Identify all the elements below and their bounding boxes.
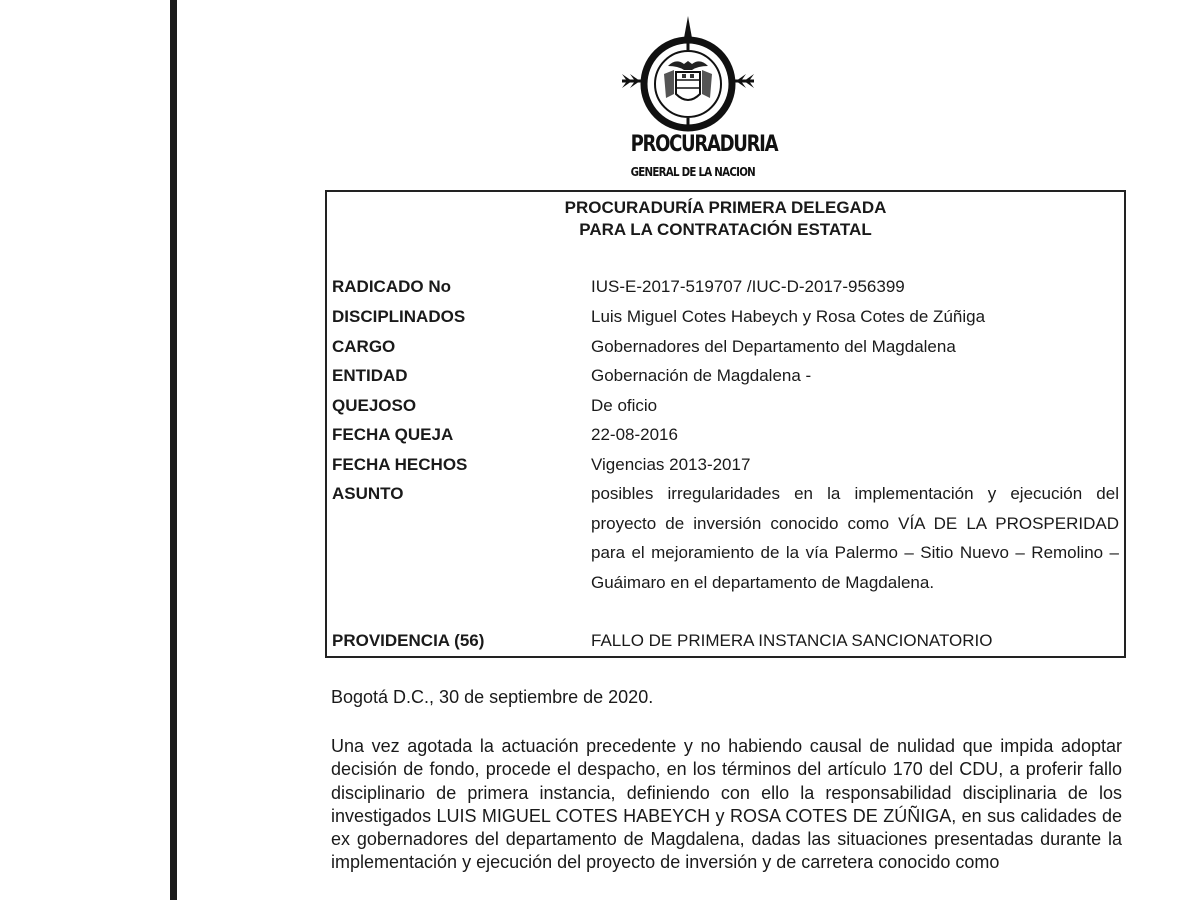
office-heading-line1: PROCURADURÍA PRIMERA DELEGADA <box>564 198 887 217</box>
logo-title: PROCURADURIA <box>630 132 778 157</box>
coat-of-arms-emblem-icon <box>618 14 758 134</box>
field-label: FECHA HECHOS <box>332 455 468 474</box>
field-value: IUS-E-2017-519707 /IUC-D-2017-956399 <box>591 277 905 296</box>
field-label: PROVIDENCIA (56) <box>332 631 485 650</box>
field-value: Luis Miguel Cotes Habeych y Rosa Cotes de Zúñiga <box>591 307 986 326</box>
field-value: Gobernadores del Departamento del Magdalena <box>591 337 956 356</box>
office-heading-line2: PARA LA CONTRATACIÓN ESTATAL <box>579 220 872 239</box>
procuraduria-logo <box>618 14 778 184</box>
field-value: FALLO DE PRIMERA INSTANCIA SANCIONATORIO <box>591 631 993 650</box>
office-heading <box>327 197 1124 241</box>
field-label: ASUNTO <box>332 484 404 503</box>
logo-subtitle: GENERAL DE LA NACION <box>630 164 756 179</box>
field-value: Gobernación de Magdalena - <box>591 366 812 385</box>
field-label: ENTIDAD <box>332 366 408 385</box>
field-value: posibles irregularidades en la implementación y ejecución del proyecto de inversión conocido como VÍA DE LA PROSPERIDAD para el mejoramiento de la vía Palermo – Sitio Nuevo – Remolino – Guáimaro en el departamento de Magdalena. <box>591 484 1119 592</box>
field-value: Vigencias 2013-2017 <box>591 455 751 474</box>
case-header-box <box>325 190 1126 658</box>
field-value: 22-08-2016 <box>591 425 678 444</box>
field-label: FECHA QUEJA <box>332 425 454 444</box>
field-value: De oficio <box>591 396 658 415</box>
body-paragraph: Una vez agotada la actuación precedente y no habiendo causal de nulidad que impida adoptar decisión de fondo, procede el despacho, en los términos del artículo 170 del CDU, a proferir fallo disciplinario de primera instancia, definiendo con ello la responsabilidad disciplinaria de los investigados LUIS MIGUEL COTES HABEYCH y ROSA COTES DE ZÚÑIGA, en sus calidades de ex gobernadores del departamento de Magdalena, dadas las situaciones presentadas durante la implementación y ejecución del proyecto de inversión y de carretera conocido como <box>331 736 1122 873</box>
place-and-date: Bogotá D.C., 30 de septiembre de 2020. <box>331 687 654 707</box>
field-label: QUEJOSO <box>332 396 417 415</box>
left-margin-rule <box>170 0 177 900</box>
field-label: DISCIPLINADOS <box>332 307 466 326</box>
field-label: RADICADO No <box>332 277 451 296</box>
field-label: CARGO <box>332 337 396 356</box>
